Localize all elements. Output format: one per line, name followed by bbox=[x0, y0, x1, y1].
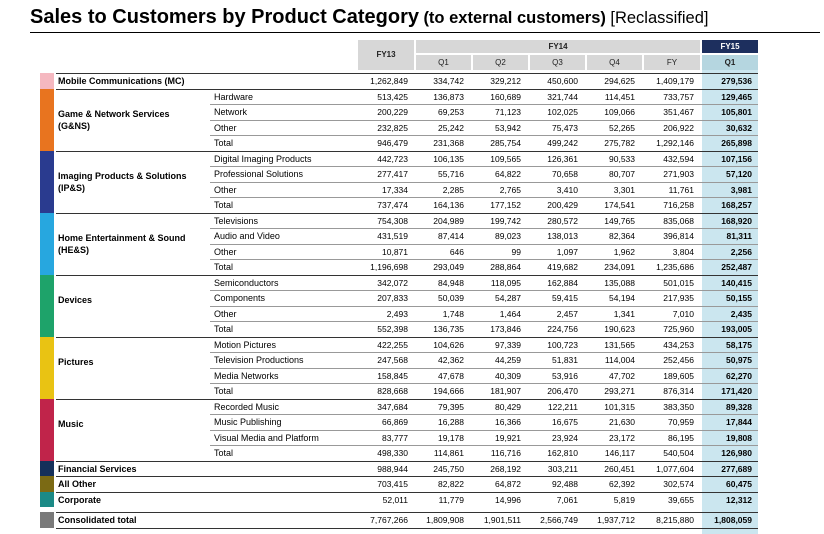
value-cell: 52,011 bbox=[382, 494, 408, 505]
value-cell: 135,088 bbox=[604, 277, 635, 288]
subcategory-label: Total bbox=[214, 200, 234, 210]
value-cell: 101,315 bbox=[604, 401, 635, 412]
value-cell: 162,884 bbox=[547, 277, 578, 288]
subcategory-label: Television Productions bbox=[214, 355, 304, 365]
value-cell: 23,924 bbox=[552, 432, 578, 443]
value-cell: 14,996 bbox=[495, 494, 521, 505]
category-label: Game & Network Services (G&NS) bbox=[58, 108, 170, 131]
row-divider bbox=[210, 414, 758, 415]
value-cell: 733,757 bbox=[663, 91, 694, 102]
value-cell: 87,414 bbox=[438, 231, 464, 241]
value-cell: 279,536 bbox=[721, 76, 752, 86]
value-cell: 30,632 bbox=[726, 122, 752, 133]
row-divider bbox=[210, 244, 758, 245]
value-cell: 329,212 bbox=[490, 76, 521, 86]
value-cell: 245,750 bbox=[433, 463, 464, 474]
row-divider bbox=[210, 182, 758, 183]
value-cell: 173,846 bbox=[490, 324, 521, 334]
category-color-stripe bbox=[40, 275, 54, 337]
header-fy14-fy: FY bbox=[644, 55, 700, 70]
value-cell: 204,989 bbox=[433, 215, 464, 226]
value-cell: 293,271 bbox=[604, 386, 635, 396]
value-cell: 16,366 bbox=[495, 417, 521, 427]
value-cell: 57,120 bbox=[726, 169, 752, 179]
category-color-stripe bbox=[40, 337, 54, 399]
group-divider bbox=[56, 476, 758, 477]
value-cell: 1,962 bbox=[613, 246, 635, 257]
value-cell: 58,175 bbox=[726, 339, 752, 350]
value-cell: 828,668 bbox=[377, 386, 408, 396]
value-cell: 217,935 bbox=[663, 293, 694, 303]
value-cell: 193,005 bbox=[721, 324, 752, 334]
value-cell: 835,068 bbox=[663, 215, 694, 226]
value-cell: 16,675 bbox=[552, 417, 578, 427]
row-divider bbox=[210, 368, 758, 369]
value-cell: 988,944 bbox=[377, 463, 408, 474]
group-divider bbox=[56, 73, 758, 74]
title-rule bbox=[30, 32, 820, 33]
value-cell: 164,136 bbox=[433, 200, 464, 210]
row-divider bbox=[210, 430, 758, 431]
value-cell: 334,742 bbox=[433, 76, 464, 86]
value-cell: 82,822 bbox=[438, 479, 464, 489]
value-cell: 47,702 bbox=[609, 370, 635, 381]
value-cell: 70,658 bbox=[552, 169, 578, 179]
value-cell: 7,061 bbox=[556, 494, 578, 505]
value-cell: 126,980 bbox=[721, 448, 752, 458]
value-cell: 100,723 bbox=[547, 339, 578, 350]
row-divider bbox=[210, 197, 758, 198]
value-cell: 189,605 bbox=[663, 370, 694, 381]
value-cell: 3,804 bbox=[672, 246, 694, 257]
value-cell: 136,735 bbox=[433, 324, 464, 334]
subcategory-label: Other bbox=[214, 122, 237, 133]
value-cell: 114,451 bbox=[604, 91, 635, 102]
value-cell: 1,196,698 bbox=[370, 262, 408, 272]
value-cell: 2,566,749 bbox=[540, 515, 578, 525]
header-fy14-q4: Q4 bbox=[587, 55, 642, 70]
value-cell: 3,410 bbox=[556, 184, 578, 195]
value-cell: 200,229 bbox=[377, 107, 408, 117]
value-cell: 55,716 bbox=[438, 169, 464, 179]
value-cell: 2,435 bbox=[730, 308, 752, 319]
value-cell: 11,761 bbox=[668, 184, 694, 195]
value-cell: 2,457 bbox=[556, 308, 578, 319]
value-cell: 1,262,849 bbox=[370, 76, 408, 86]
subcategory-label: Recorded Music bbox=[214, 401, 280, 412]
subcategory-label: Motion Pictures bbox=[214, 339, 277, 350]
value-cell: 10,871 bbox=[382, 246, 408, 257]
value-cell: 19,178 bbox=[438, 432, 464, 443]
subcategory-label: Televisions bbox=[214, 215, 259, 226]
header-fy14-q3: Q3 bbox=[530, 55, 585, 70]
header-fy14-q2: Q2 bbox=[473, 55, 528, 70]
value-cell: 102,025 bbox=[547, 107, 578, 117]
value-cell: 876,314 bbox=[663, 386, 694, 396]
value-cell: 17,844 bbox=[726, 417, 752, 427]
value-cell: 162,810 bbox=[547, 448, 578, 458]
value-cell: 53,942 bbox=[495, 122, 521, 133]
subcategory-label: Visual Media and Platform bbox=[214, 432, 319, 443]
value-cell: 277,689 bbox=[721, 463, 752, 474]
value-cell: 107,156 bbox=[721, 153, 752, 164]
value-cell: 19,808 bbox=[726, 432, 752, 443]
value-cell: 342,072 bbox=[377, 277, 408, 288]
subcategory-label: Network bbox=[214, 107, 248, 117]
value-cell: 39,655 bbox=[668, 494, 694, 505]
value-cell: 1,901,511 bbox=[483, 515, 521, 525]
value-cell: 206,470 bbox=[547, 386, 578, 396]
value-cell: 116,716 bbox=[490, 448, 521, 458]
value-cell: 2,493 bbox=[386, 308, 408, 319]
value-cell: 71,123 bbox=[495, 107, 521, 117]
value-cell: 277,417 bbox=[377, 169, 408, 179]
value-cell: 2,765 bbox=[499, 184, 521, 195]
row-divider bbox=[210, 166, 758, 167]
value-cell: 160,689 bbox=[490, 91, 521, 102]
category-label: Home Entertainment & Sound (HE&S) bbox=[58, 232, 186, 255]
group-divider bbox=[56, 89, 758, 90]
header-fy14: FY14 bbox=[416, 40, 700, 53]
value-cell: 737,474 bbox=[377, 200, 408, 210]
value-cell: 199,742 bbox=[490, 215, 521, 226]
value-cell: 383,350 bbox=[663, 401, 694, 412]
value-cell: 86,195 bbox=[668, 432, 694, 443]
value-cell: 109,066 bbox=[604, 107, 635, 117]
row-divider bbox=[210, 135, 758, 136]
row-divider bbox=[210, 352, 758, 353]
value-cell: 84,948 bbox=[438, 277, 464, 288]
title-main: Sales to Customers by Product Category bbox=[30, 6, 419, 28]
value-cell: 280,572 bbox=[547, 215, 578, 226]
value-cell: 3,301 bbox=[613, 184, 635, 195]
value-cell: 82,364 bbox=[609, 231, 635, 241]
row-divider bbox=[210, 104, 758, 105]
subcategory-label: Other bbox=[214, 308, 237, 319]
value-cell: 99 bbox=[511, 246, 521, 257]
subcategory-label: Audio and Video bbox=[214, 231, 280, 241]
value-cell: 80,429 bbox=[495, 401, 521, 412]
value-cell: 17,334 bbox=[382, 184, 408, 195]
group-divider bbox=[56, 213, 758, 214]
value-cell: 716,258 bbox=[663, 200, 694, 210]
category-label: All Other bbox=[58, 479, 97, 489]
value-cell: 194,666 bbox=[433, 386, 464, 396]
value-cell: 432,594 bbox=[663, 153, 694, 164]
value-cell: 540,504 bbox=[663, 448, 694, 458]
subcategory-label: Components bbox=[214, 293, 266, 303]
value-cell: 1,097 bbox=[556, 246, 578, 257]
value-cell: 109,565 bbox=[490, 153, 521, 164]
value-cell: 129,465 bbox=[721, 91, 752, 102]
value-cell: 2,285 bbox=[442, 184, 464, 195]
category-label: Financial Services bbox=[58, 463, 137, 474]
value-cell: 293,049 bbox=[433, 262, 464, 272]
value-cell: 754,308 bbox=[377, 215, 408, 226]
category-color-stripe bbox=[40, 89, 54, 151]
value-cell: 23,172 bbox=[609, 432, 635, 443]
value-cell: 140,415 bbox=[721, 277, 752, 288]
value-cell: 44,259 bbox=[495, 355, 521, 365]
subcategory-label: Total bbox=[214, 448, 234, 458]
row-divider bbox=[210, 306, 758, 307]
header-fy15: FY15 bbox=[702, 40, 758, 53]
value-cell: 131,565 bbox=[604, 339, 635, 350]
category-color-stripe bbox=[40, 151, 54, 213]
value-cell: 12,312 bbox=[726, 494, 752, 505]
header-fy14-q1: Q1 bbox=[416, 55, 471, 70]
category-label: Music bbox=[58, 418, 84, 429]
value-cell: 50,975 bbox=[726, 355, 752, 365]
subcategory-label: Total bbox=[214, 138, 234, 148]
group-divider bbox=[56, 399, 758, 400]
value-cell: 104,626 bbox=[433, 339, 464, 350]
value-cell: 260,451 bbox=[604, 463, 635, 474]
value-cell: 321,744 bbox=[547, 91, 578, 102]
value-cell: 703,415 bbox=[377, 479, 408, 489]
value-cell: 174,541 bbox=[604, 200, 635, 210]
value-cell: 47,678 bbox=[438, 370, 464, 381]
value-cell: 206,922 bbox=[663, 122, 694, 133]
row-divider bbox=[210, 383, 758, 384]
value-cell: 171,420 bbox=[721, 386, 752, 396]
value-cell: 126,361 bbox=[547, 153, 578, 164]
value-cell: 234,091 bbox=[604, 262, 635, 272]
subcategory-label: Total bbox=[214, 324, 234, 334]
value-cell: 1,464 bbox=[499, 308, 521, 319]
value-cell: 64,872 bbox=[495, 479, 521, 489]
subcategory-label: Hardware bbox=[214, 91, 254, 102]
value-cell: 50,039 bbox=[438, 293, 464, 303]
category-label: Corporate bbox=[58, 494, 102, 505]
value-cell: 79,395 bbox=[438, 401, 464, 412]
value-cell: 40,309 bbox=[495, 370, 521, 381]
value-cell: 105,801 bbox=[721, 107, 752, 117]
value-cell: 725,960 bbox=[663, 324, 694, 334]
group-divider bbox=[56, 492, 758, 493]
value-cell: 106,135 bbox=[433, 153, 464, 164]
value-cell: 54,194 bbox=[609, 293, 635, 303]
value-cell: 89,328 bbox=[726, 401, 752, 412]
table-bottom-rule bbox=[56, 528, 758, 529]
value-cell: 265,898 bbox=[721, 138, 752, 148]
value-cell: 450,600 bbox=[547, 76, 578, 86]
value-cell: 396,814 bbox=[663, 231, 694, 241]
value-cell: 25,242 bbox=[438, 122, 464, 133]
value-cell: 146,117 bbox=[604, 448, 635, 458]
value-cell: 499,242 bbox=[547, 138, 578, 148]
title-note: [Reclassified] bbox=[610, 9, 709, 27]
value-cell: 64,822 bbox=[495, 169, 521, 179]
value-cell: 552,398 bbox=[377, 324, 408, 334]
value-cell: 1,077,604 bbox=[656, 463, 694, 474]
value-cell: 50,155 bbox=[726, 293, 752, 303]
value-cell: 351,467 bbox=[663, 107, 694, 117]
value-cell: 2,256 bbox=[730, 246, 752, 257]
value-cell: 59,415 bbox=[552, 293, 578, 303]
value-cell: 21,630 bbox=[609, 417, 635, 427]
value-cell: 294,625 bbox=[604, 76, 635, 86]
value-cell: 252,487 bbox=[721, 262, 752, 272]
group-divider bbox=[56, 275, 758, 276]
value-cell: 442,723 bbox=[377, 153, 408, 164]
value-cell: 92,488 bbox=[552, 479, 578, 489]
category-label: Mobile Communications (MC) bbox=[58, 76, 185, 86]
group-divider bbox=[56, 461, 758, 462]
value-cell: 60,475 bbox=[726, 479, 752, 489]
value-cell: 5,819 bbox=[613, 494, 635, 505]
value-cell: 70,959 bbox=[668, 417, 694, 427]
category-color-stripe bbox=[40, 512, 54, 528]
value-cell: 122,211 bbox=[547, 401, 578, 412]
value-cell: 16,288 bbox=[438, 417, 464, 427]
value-cell: 513,425 bbox=[377, 91, 408, 102]
subcategory-label: Digital Imaging Products bbox=[214, 153, 312, 164]
category-label: Consolidated total bbox=[58, 515, 137, 525]
subcategory-label: Other bbox=[214, 184, 237, 195]
value-cell: 3,981 bbox=[730, 184, 752, 195]
category-label: Devices bbox=[58, 294, 93, 305]
value-cell: 97,339 bbox=[495, 339, 521, 350]
value-cell: 181,907 bbox=[490, 386, 521, 396]
value-cell: 498,330 bbox=[377, 448, 408, 458]
value-cell: 231,368 bbox=[433, 138, 464, 148]
value-cell: 271,903 bbox=[663, 169, 694, 179]
row-divider bbox=[210, 445, 758, 446]
category-color-stripe bbox=[40, 476, 54, 492]
category-color-stripe bbox=[40, 492, 54, 508]
value-cell: 285,754 bbox=[490, 138, 521, 148]
value-cell: 946,479 bbox=[377, 138, 408, 148]
value-cell: 118,095 bbox=[490, 277, 521, 288]
value-cell: 138,013 bbox=[547, 231, 578, 241]
row-divider bbox=[210, 228, 758, 229]
value-cell: 303,211 bbox=[547, 463, 578, 474]
value-cell: 252,456 bbox=[663, 355, 694, 365]
value-cell: 1,235,686 bbox=[656, 262, 694, 272]
value-cell: 52,265 bbox=[609, 122, 635, 133]
value-cell: 42,362 bbox=[438, 355, 464, 365]
value-cell: 501,015 bbox=[663, 277, 694, 288]
category-color-stripe bbox=[40, 213, 54, 275]
value-cell: 1,409,179 bbox=[656, 76, 694, 86]
value-cell: 1,808,059 bbox=[714, 515, 752, 525]
value-cell: 62,392 bbox=[609, 479, 635, 489]
value-cell: 1,809,908 bbox=[426, 515, 464, 525]
header-fy13: FY13 bbox=[358, 40, 414, 70]
value-cell: 81,311 bbox=[726, 231, 752, 241]
value-cell: 90,533 bbox=[609, 153, 635, 164]
category-label: Pictures bbox=[58, 356, 94, 367]
value-cell: 422,255 bbox=[377, 339, 408, 350]
value-cell: 247,568 bbox=[377, 355, 408, 365]
subcategory-label: Media Networks bbox=[214, 370, 279, 381]
subcategory-label: Other bbox=[214, 246, 237, 257]
value-cell: 419,682 bbox=[547, 262, 578, 272]
value-cell: 200,429 bbox=[547, 200, 578, 210]
category-color-stripe bbox=[40, 73, 54, 89]
value-cell: 207,833 bbox=[377, 293, 408, 303]
value-cell: 302,574 bbox=[663, 479, 694, 489]
value-cell: 54,287 bbox=[495, 293, 521, 303]
subcategory-label: Semiconductors bbox=[214, 277, 279, 288]
value-cell: 1,341 bbox=[613, 308, 635, 319]
value-cell: 275,782 bbox=[604, 138, 635, 148]
value-cell: 66,869 bbox=[382, 417, 408, 427]
value-cell: 268,192 bbox=[490, 463, 521, 474]
value-cell: 114,861 bbox=[433, 448, 464, 458]
value-cell: 19,921 bbox=[495, 432, 521, 443]
value-cell: 8,215,880 bbox=[656, 515, 694, 525]
subcategory-label: Total bbox=[214, 386, 234, 396]
value-cell: 232,825 bbox=[377, 122, 408, 133]
header-fy15-q1: Q1 bbox=[702, 55, 758, 70]
value-cell: 83,777 bbox=[382, 432, 408, 443]
row-divider bbox=[210, 120, 758, 121]
category-color-stripe bbox=[40, 461, 54, 477]
group-divider bbox=[56, 151, 758, 152]
value-cell: 646 bbox=[449, 246, 464, 257]
value-cell: 11,779 bbox=[438, 494, 464, 505]
value-cell: 158,845 bbox=[377, 370, 408, 381]
value-cell: 434,253 bbox=[663, 339, 694, 350]
value-cell: 168,257 bbox=[721, 200, 752, 210]
value-cell: 190,623 bbox=[604, 324, 635, 334]
value-cell: 177,152 bbox=[490, 200, 521, 210]
value-cell: 149,765 bbox=[604, 215, 635, 226]
title-sub: (to external customers) bbox=[423, 9, 606, 27]
subcategory-label: Music Publishing bbox=[214, 417, 282, 427]
value-cell: 136,873 bbox=[433, 91, 464, 102]
value-cell: 288,864 bbox=[490, 262, 521, 272]
value-cell: 347,684 bbox=[377, 401, 408, 412]
value-cell: 168,920 bbox=[721, 215, 752, 226]
value-cell: 7,010 bbox=[672, 308, 694, 319]
row-divider bbox=[210, 259, 758, 260]
subcategory-label: Total bbox=[214, 262, 234, 272]
value-cell: 75,473 bbox=[552, 122, 578, 133]
category-label: Imaging Products & Solutions (IP&S) bbox=[58, 170, 187, 193]
value-cell: 53,916 bbox=[552, 370, 578, 381]
value-cell: 431,519 bbox=[377, 231, 408, 241]
page-title bbox=[30, 6, 708, 29]
group-divider bbox=[56, 337, 758, 338]
category-color-stripe bbox=[40, 399, 54, 461]
subcategory-label: Professional Solutions bbox=[214, 169, 304, 179]
value-cell: 1,292,146 bbox=[656, 138, 694, 148]
value-cell: 1,937,712 bbox=[597, 515, 635, 525]
value-cell: 62,270 bbox=[726, 370, 752, 381]
value-cell: 89,023 bbox=[495, 231, 521, 241]
value-cell: 224,756 bbox=[547, 324, 578, 334]
value-cell: 69,253 bbox=[438, 107, 464, 117]
value-cell: 7,767,266 bbox=[370, 515, 408, 525]
value-cell: 1,748 bbox=[442, 308, 464, 319]
row-divider bbox=[210, 290, 758, 291]
row-divider bbox=[210, 321, 758, 322]
value-cell: 80,707 bbox=[609, 169, 635, 179]
value-cell: 51,831 bbox=[552, 355, 578, 365]
value-cell: 114,004 bbox=[604, 355, 635, 365]
group-divider bbox=[56, 512, 758, 513]
